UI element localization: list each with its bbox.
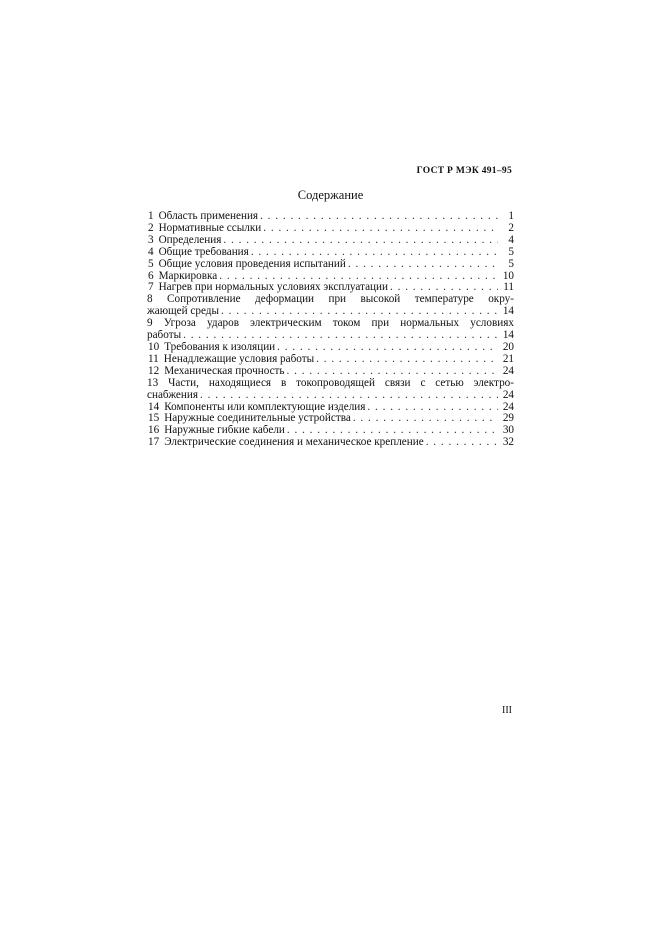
leader-dots [277, 342, 498, 354]
toc-entry-17[interactable] [147, 437, 514, 449]
leader-dots [200, 390, 498, 402]
toc-entry-title: Наружные гибкие кабели [164, 425, 285, 437]
toc-entry-number: 1 [148, 211, 154, 222]
toc-entry-number: 17 [148, 437, 160, 449]
toc-entry-1[interactable] [147, 211, 514, 223]
toc-entry-title: Электрические соединения и механическое крепление [164, 437, 424, 449]
leader-dots [353, 413, 498, 425]
toc-entry-page: 5 [508, 258, 514, 270]
document-code-header: ГОСТ Р МЭК 491–95 [416, 166, 512, 176]
page-number: III [502, 705, 512, 716]
toc-entry-number: 16 [148, 425, 160, 437]
toc-entry-number: 5 [148, 258, 154, 270]
toc-entry-page: 24 [502, 389, 514, 401]
toc-entry-9[interactable] [147, 318, 514, 342]
leader-dots [219, 271, 498, 283]
toc-entry-title: Общие условия проведения испытаний [158, 258, 346, 270]
toc-entry-number: 12 [148, 365, 160, 377]
toc-entry-page: 14 [502, 306, 514, 318]
toc-entry-number: 8 [147, 293, 153, 306]
toc-entry-page: 10 [502, 270, 514, 282]
toc-entry-10[interactable] [147, 342, 514, 354]
toc-entry-page: 30 [502, 425, 514, 437]
toc-entry-title-line1: Угроза ударов электрическим током при нормальных условиях [163, 317, 514, 330]
toc-entry-number: 9 [147, 317, 153, 330]
toc-entry-6[interactable] [147, 271, 514, 283]
toc-entry-title: Ненадлежащие условия работы [163, 353, 315, 365]
toc-entry-3[interactable] [147, 235, 514, 247]
toc-entry-title: Общие требования [158, 246, 249, 258]
toc-entry-title-line2: работы [147, 330, 182, 342]
toc-entry-number: 3 [148, 234, 154, 246]
toc-entry-title-line1: Сопротивление деформации при высокой температуре окру- [167, 293, 514, 306]
toc-entry-title: Область применения [158, 211, 259, 222]
toc-entry-number: 4 [148, 246, 154, 258]
toc-entry-5[interactable] [147, 259, 514, 271]
toc-entry-number: 15 [148, 413, 160, 425]
leader-dots [287, 425, 498, 437]
toc-entry-2[interactable] [147, 223, 514, 235]
toc-entry-13[interactable] [147, 378, 514, 402]
toc-entry-page: 21 [502, 353, 514, 365]
leader-dots [223, 235, 498, 247]
toc-entry-title-line2: жающей среды [147, 306, 220, 318]
leader-dots [263, 223, 498, 235]
toc-entry-title: Нормативные ссылки [158, 222, 262, 234]
toc-entry-page: 29 [502, 413, 514, 425]
toc-entry-number: 11 [148, 353, 159, 365]
leader-dots [260, 211, 498, 223]
toc-entry-page: 5 [508, 246, 514, 258]
leader-dots [367, 402, 498, 414]
toc-entry-page: 20 [502, 341, 514, 353]
toc-title: Содержание [297, 188, 364, 202]
toc-entry-page: 11 [503, 282, 514, 294]
leader-dots [183, 330, 498, 342]
toc-entry-page: 4 [508, 234, 514, 246]
toc-entry-title: Маркировка [158, 270, 218, 282]
toc-entry-16[interactable] [147, 425, 514, 437]
toc-entry-number: 14 [148, 401, 160, 413]
toc-entry-title: Требования к изоляции [164, 341, 276, 353]
toc-entry-title: Механическая прочность [164, 365, 285, 377]
leader-dots [426, 437, 498, 449]
toc-entry-title: Наружные соединительные устройства [164, 413, 351, 425]
toc-entry-page: 2 [508, 222, 514, 234]
toc-entry-page: 24 [502, 365, 514, 377]
toc-entry-number: 2 [148, 222, 154, 234]
table-of-contents [147, 211, 514, 449]
toc-entry-page: 1 [508, 211, 514, 222]
toc-entry-number: 6 [148, 270, 154, 282]
toc-entry-14[interactable] [147, 402, 514, 414]
toc-entry-page: 32 [502, 437, 514, 449]
toc-entry-title-line2: снабжения [147, 389, 198, 401]
leader-dots [251, 247, 498, 259]
toc-entry-number: 7 [148, 282, 154, 294]
toc-entry-number: 13 [147, 376, 159, 389]
leader-dots [316, 354, 498, 366]
leader-dots [348, 259, 498, 271]
toc-entry-page: 24 [502, 401, 514, 413]
toc-entry-4[interactable] [147, 247, 514, 259]
toc-entry-title: Компоненты или комплектующие изделия [164, 401, 366, 413]
toc-entry-number: 10 [148, 341, 160, 353]
toc-entry-page: 14 [502, 330, 514, 342]
toc-entry-8[interactable] [147, 294, 514, 318]
toc-entry-11[interactable] [147, 354, 514, 366]
toc-entry-title: Определения [158, 234, 222, 246]
toc-entry-15[interactable] [147, 413, 514, 425]
toc-entry-title: Нагрев при нормальных условиях эксплуатации [158, 282, 388, 294]
toc-entry-title-line1: Части, находящиеся в токопроводящей связи с сетью электро- [168, 376, 515, 389]
